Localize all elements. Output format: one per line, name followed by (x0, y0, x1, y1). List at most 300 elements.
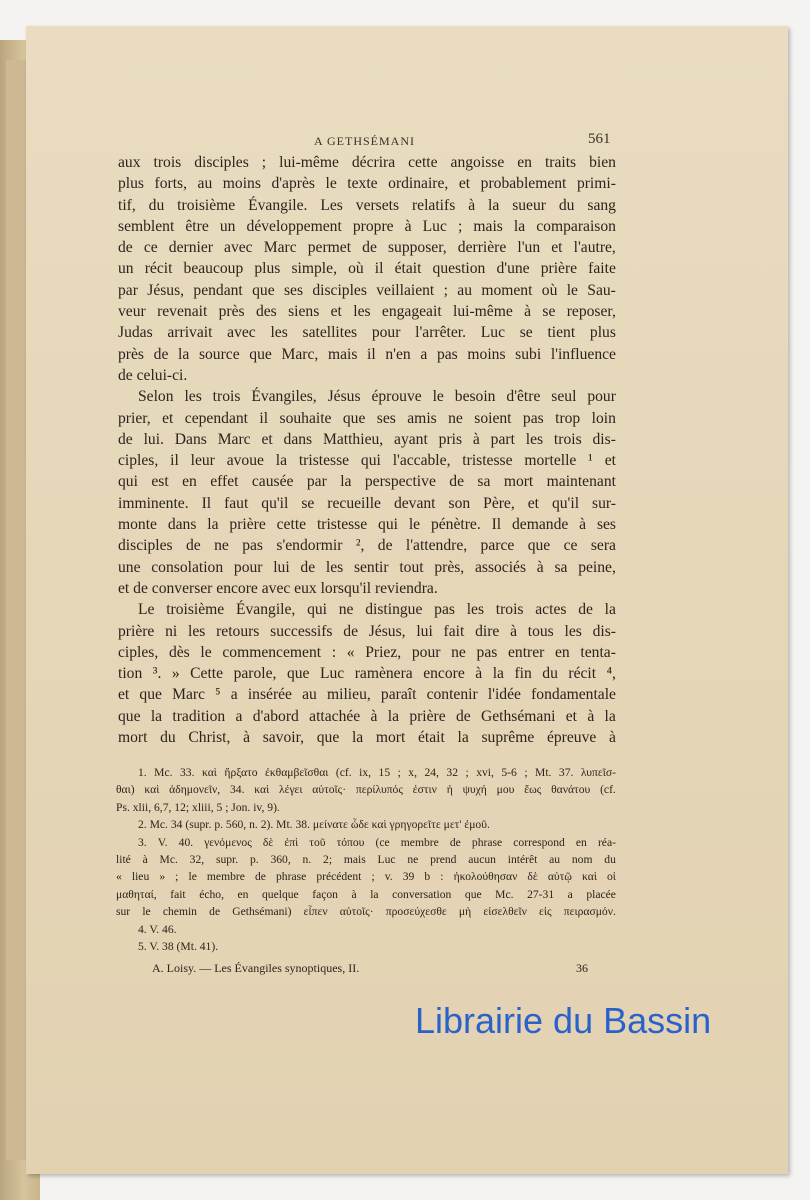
word: en (517, 154, 532, 171)
word: 15 (378, 766, 391, 779)
word: Jésus, (147, 281, 185, 299)
word: fin (514, 665, 532, 683)
word: γενόμενος (204, 835, 252, 849)
text-line (118, 429, 616, 450)
word: nom (571, 853, 593, 867)
word: ; (443, 281, 448, 299)
word: du (148, 196, 165, 214)
word: disciples (118, 537, 173, 555)
word: εἰς (539, 905, 552, 919)
word: sentir (353, 558, 389, 576)
word: un (219, 217, 236, 235)
text-line (118, 386, 616, 407)
word: lui-même (279, 154, 339, 171)
word: n. (302, 853, 312, 867)
word: placée (586, 887, 616, 901)
word: propre (352, 217, 394, 235)
text-line (118, 344, 616, 365)
word: Mt. (535, 766, 552, 779)
word: contenir (426, 686, 478, 704)
word: n'en (385, 345, 411, 363)
word: Priez, (365, 643, 402, 661)
text-line (118, 301, 616, 322)
text-line (118, 621, 616, 642)
text-line (116, 886, 616, 903)
text-line (118, 727, 616, 748)
word: disciples (194, 154, 249, 171)
word: ce (563, 537, 578, 555)
word: le (188, 870, 197, 884)
word: δὲ (262, 835, 274, 849)
word: à (608, 729, 616, 747)
word: insérée (247, 686, 292, 704)
word: du (160, 729, 176, 747)
word: se (519, 324, 533, 342)
word: 360, (270, 853, 291, 867)
word: δὲ (527, 870, 538, 884)
word: lui (416, 622, 433, 640)
text-line (118, 408, 616, 429)
word: καὶ (254, 783, 270, 797)
word: à (579, 516, 587, 534)
word: ciples, (118, 452, 159, 470)
word: que (252, 281, 275, 299)
word: supposer, (387, 239, 447, 257)
word: la (513, 217, 526, 235)
word: ἐπὶ (284, 835, 299, 849)
word: savoir, (262, 729, 305, 747)
word: à (243, 729, 251, 747)
word: pour (233, 558, 263, 576)
word: près, (434, 558, 465, 576)
word: 32, (189, 853, 205, 867)
word: prier, (118, 409, 151, 427)
word: λέγει (279, 783, 303, 797)
word: « (346, 643, 355, 661)
word: μαθηταί, (116, 887, 157, 901)
word: près (218, 303, 245, 321)
word: que (316, 729, 340, 747)
word: les (188, 622, 206, 640)
word: versets (355, 196, 400, 214)
word: mais (473, 217, 503, 235)
page-header (26, 131, 788, 154)
word: de (153, 345, 169, 363)
word: suprême (481, 729, 535, 747)
word: parole, (233, 665, 277, 683)
word: part (490, 430, 515, 448)
word: 32 (446, 766, 459, 779)
word: supr. (215, 853, 239, 867)
word: l'autre, (573, 239, 616, 257)
word: : (440, 870, 444, 884)
word: du (542, 665, 558, 683)
word: membre (400, 835, 439, 849)
word: ; (524, 766, 528, 779)
word: v. (384, 870, 393, 884)
word: mais (327, 345, 358, 363)
word: disciples (312, 281, 367, 299)
word: et (162, 409, 174, 427)
watermark: Librairie du Bassin (415, 1000, 712, 1041)
word: V. (157, 835, 168, 849)
word: Marc, (281, 345, 319, 363)
word: prière (118, 622, 155, 640)
word: Il (491, 516, 502, 534)
word: épreuve (546, 729, 597, 747)
word: Selon (138, 388, 174, 406)
word: la (178, 345, 190, 363)
word: lui (273, 558, 290, 576)
word: ; (457, 217, 463, 235)
text-line-content: de celui-ci. (118, 366, 188, 384)
word: Marc (217, 430, 251, 448)
word: ἐστιν (412, 783, 437, 797)
word: l'un (517, 239, 541, 257)
word: causée (251, 473, 294, 491)
word: de (449, 835, 461, 849)
word: à (475, 665, 483, 683)
text-line (118, 237, 616, 258)
word: Luc (422, 217, 447, 235)
word: troisième (177, 196, 236, 214)
word: ramènera (354, 665, 413, 683)
word: Gethsémani (480, 707, 556, 725)
word: plus (118, 175, 144, 193)
word: il (367, 345, 376, 363)
word: de (118, 239, 133, 257)
word: fait (170, 887, 186, 901)
word: la (492, 665, 504, 683)
word: soient (474, 409, 512, 427)
word: à (536, 558, 544, 576)
word: περίλυπός (355, 783, 403, 797)
word: les (325, 558, 344, 576)
word: par (306, 473, 327, 491)
text-line (118, 557, 616, 578)
word: probablement (480, 175, 567, 193)
word: entrer (507, 643, 545, 661)
word: son (448, 494, 471, 512)
word: se (542, 303, 556, 321)
word: primi- (576, 175, 616, 193)
word: avec (224, 239, 253, 257)
word: des (255, 303, 277, 321)
word: 1. (138, 766, 147, 779)
word: 3. (138, 835, 147, 849)
word: est (151, 473, 169, 491)
word: μου (496, 783, 515, 797)
word: et (527, 494, 539, 512)
word: la (207, 516, 219, 534)
word: associés (474, 558, 527, 576)
word: trois (553, 430, 582, 448)
word: à (510, 622, 517, 640)
text-line (118, 684, 616, 705)
text-line (116, 851, 616, 868)
word: a (567, 887, 573, 901)
word: récit (144, 260, 173, 278)
word: ix, (359, 766, 372, 779)
word: 34. (229, 783, 245, 797)
word: à (472, 430, 480, 448)
word: sang (587, 196, 616, 214)
word: en (237, 887, 249, 901)
text-line (118, 578, 616, 599)
word: avoue (226, 452, 264, 470)
word: distingue (365, 601, 423, 619)
word: peine, (578, 558, 616, 576)
word: 33. (180, 766, 195, 779)
word: aux (118, 154, 141, 171)
word: phrase (275, 870, 307, 884)
word: et (118, 686, 130, 704)
word: faite (588, 260, 616, 278)
word: θανάτου (551, 783, 591, 797)
word: pas (476, 643, 498, 661)
signature-line (152, 960, 592, 976)
word: Mc. (495, 887, 514, 901)
word: aucun (468, 853, 496, 867)
text-line (118, 450, 616, 471)
word: 27-31 (527, 887, 555, 901)
word: pas (522, 409, 544, 427)
word: au (457, 281, 472, 299)
word: Marc (172, 686, 205, 704)
word: sueur (512, 196, 546, 214)
word: tous (527, 622, 554, 640)
word: du (604, 853, 616, 867)
word: texte (347, 175, 378, 193)
word: dis- (592, 430, 616, 448)
word: maintenant (546, 473, 616, 491)
word: retours (216, 622, 260, 640)
word: dire (475, 622, 500, 640)
word: arrivait (167, 324, 213, 342)
word: forts, (154, 175, 188, 193)
word: Marc (263, 239, 297, 257)
text-line-content: Ps. xlii, 6,7, 12; xliii, 5 ; Jon. iv, 9). (116, 800, 280, 814)
word: προσεύχεσθε (385, 905, 447, 919)
word: pas (436, 345, 458, 363)
page-number: 561 (588, 131, 611, 147)
word: dans (167, 516, 197, 534)
word: 24, (424, 766, 439, 779)
word: de (209, 905, 221, 919)
word: 37. (558, 766, 574, 779)
word: prière (540, 260, 578, 278)
word: près (118, 345, 144, 363)
word: parce (480, 537, 515, 555)
word: la (340, 473, 352, 491)
word: lui-même (453, 303, 513, 321)
word: Jésus (327, 388, 361, 406)
word: où (541, 281, 558, 299)
word: que (342, 409, 366, 427)
word: monte (118, 516, 157, 534)
word: le (325, 175, 337, 193)
word: μὴ (458, 905, 472, 919)
word: de (578, 601, 593, 619)
text-line (116, 903, 616, 920)
sheet-number: 36 (576, 961, 588, 975)
word: ayant (394, 430, 428, 448)
word: membre (206, 870, 245, 884)
word: πειρασμόν. (563, 905, 616, 919)
word: Père, (483, 494, 515, 512)
word: lui. (143, 430, 164, 448)
word: écho, (199, 887, 224, 901)
word: du (558, 196, 575, 214)
word: source (198, 345, 240, 363)
word: ἤρξατο (224, 766, 258, 779)
word: d'être (506, 388, 541, 406)
word: qui (360, 452, 381, 470)
word: l'attendre, (405, 537, 468, 555)
word: décrira (351, 154, 396, 171)
word: ; (465, 766, 469, 779)
word: permet (307, 239, 352, 257)
word: et (261, 430, 273, 448)
text-line (118, 471, 616, 492)
word: simple, (291, 260, 337, 278)
word: tristesse (298, 452, 350, 470)
word: de (185, 537, 201, 555)
word: successifs (270, 622, 333, 640)
word: cette (408, 154, 438, 171)
word: à (524, 303, 532, 321)
word: d'après (271, 175, 315, 193)
word: troisième (166, 601, 225, 619)
word: ³. (152, 665, 162, 683)
word: siens (288, 303, 320, 321)
text-line-content: 5. V. 38 (Mt. 41). (138, 940, 219, 954)
word: (ce (375, 835, 390, 849)
word: Les (320, 196, 343, 214)
word: à (468, 196, 476, 214)
word: pas (434, 601, 455, 619)
word: en (575, 835, 587, 849)
text-line (118, 493, 616, 514)
word: pendant (193, 281, 243, 299)
word: Mc. (154, 766, 173, 779)
word: cette (276, 516, 307, 534)
word: relatifs (411, 196, 456, 214)
word: moins (222, 175, 261, 193)
word: d'une (496, 260, 530, 278)
word: conversation (392, 887, 452, 901)
word: ne (338, 601, 354, 619)
text-line (118, 706, 616, 727)
text-line-content: 2. Mc. 34 (supr. p. 560, n. 2). Mt. 38. μείνατε ὧδε καὶ γρηγορεῖτε μετ' ἐμοῦ. (138, 818, 490, 832)
word: a (235, 707, 243, 725)
word: être (185, 217, 209, 235)
word: avec (227, 324, 256, 342)
text-line-content: et de converser encore avec eux lorsqu'il reviendra. (118, 579, 438, 597)
word: demande (512, 516, 569, 534)
word: 40. (178, 835, 194, 849)
word: il (259, 409, 269, 427)
word: (cf. (600, 783, 616, 797)
word: qui (307, 601, 327, 619)
word: Il (201, 494, 212, 512)
word: pour (587, 388, 616, 406)
word: αὐτοῖς· (312, 783, 347, 797)
word: les (353, 303, 371, 321)
word: attachée (309, 707, 361, 725)
word: ², (355, 537, 365, 555)
word: veur (118, 303, 146, 321)
word: de (377, 537, 393, 555)
text-line (138, 938, 616, 955)
word: besoin (454, 388, 496, 406)
word: ; (371, 870, 375, 884)
word: recueille (327, 494, 381, 512)
word: les (466, 601, 485, 619)
word: question (432, 260, 486, 278)
word: ni (165, 622, 178, 640)
word: était (418, 729, 445, 747)
word: ⁴, (606, 665, 616, 683)
word: beaucoup (183, 260, 244, 278)
word: de (254, 870, 266, 884)
text-line (138, 834, 616, 851)
word: ce (143, 239, 158, 257)
word: amis (407, 409, 437, 427)
word: récit (568, 665, 597, 683)
word: que (464, 887, 482, 901)
word: la (387, 707, 400, 725)
word: le (432, 388, 444, 406)
word: dès (168, 643, 190, 661)
word: s'endormir (276, 537, 343, 555)
word: 2; (323, 853, 333, 867)
word: actes (535, 601, 567, 619)
word: ses (376, 409, 396, 427)
word: de (449, 473, 464, 491)
word: mort (118, 729, 148, 747)
word: au (302, 686, 317, 704)
text-line (138, 764, 616, 781)
word: était (394, 260, 422, 278)
word: il (374, 260, 384, 278)
word: λυπεῖσ- (580, 766, 616, 779)
word: le (566, 281, 578, 299)
word: angoisse (450, 154, 505, 171)
word: où (348, 260, 364, 278)
footnotes (116, 764, 616, 955)
word: Évangiles, (251, 388, 317, 406)
word: trop (555, 409, 581, 427)
word: dis- (592, 622, 616, 640)
word: dernier (168, 239, 213, 257)
word: ἡ (446, 783, 453, 797)
word: et (330, 303, 342, 321)
word: Jésus, (368, 622, 406, 640)
word: οἱ (607, 870, 616, 884)
word: de (362, 239, 377, 257)
word: sa (477, 473, 491, 491)
word: chemin (162, 905, 197, 919)
word: » (171, 665, 180, 683)
word: ne (448, 409, 463, 427)
word: καὶ (144, 783, 160, 797)
word: qui (378, 516, 398, 534)
word: tenta- (580, 643, 616, 661)
word: de (455, 707, 471, 725)
word: que (286, 665, 310, 683)
word: le (408, 516, 421, 534)
